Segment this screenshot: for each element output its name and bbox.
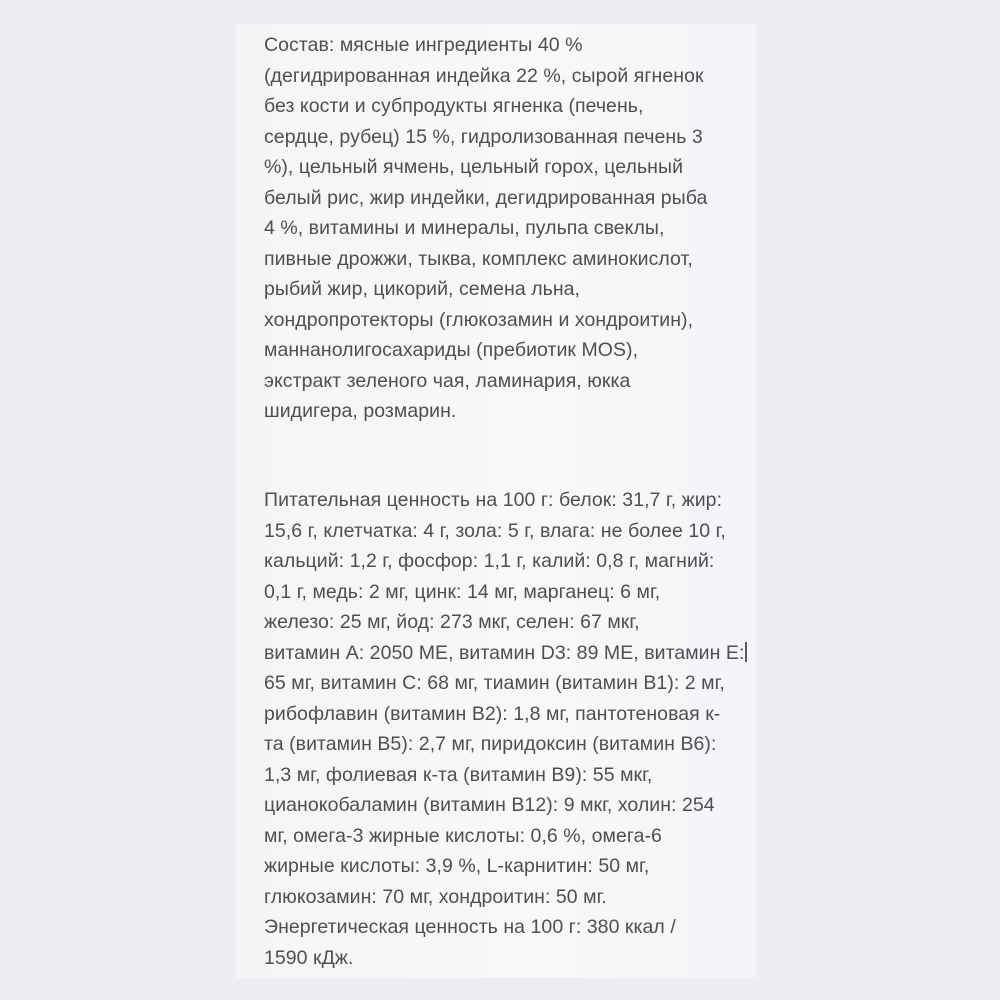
composition-line: белый рис, жир индейки, дегидрированная рыба [264, 186, 708, 209]
nutrition-line-with-cursor [264, 638, 764, 669]
nutrition-line-text: витамин А: 2050 МЕ, витамин D3: 89 МЕ, витамин Е: [264, 641, 745, 664]
composition-line: хондропротекторы (глюкозамин и хондроитин), [264, 308, 694, 331]
composition-line: без кости и субпродукты ягненка (печень, [264, 95, 644, 117]
nutrition-line: та (витамин В5): 2,7 мг, пиридоксин (витамин В6): [264, 733, 717, 755]
composition-line: (дегидрированная индейка 22 %, сырой ягненок [264, 64, 704, 87]
composition-line: маннанолигосахариды (пребиотик MOS), [264, 339, 639, 361]
nutrition-line: кальций: 1,2 г, фосфор: 1,1 г, калий: 0,8 г, магний: [264, 550, 715, 572]
nutrition-line: мг, омега-3 жирные кислоты: 0,6 %, омега-6 [264, 824, 662, 847]
composition-line: шидигера, розмарин. [264, 400, 457, 422]
text-cursor [745, 642, 747, 662]
composition-line: Состав: мясные ингредиенты 40 % [264, 34, 583, 56]
nutrition-line: 1590 кДж. [264, 946, 354, 969]
nutrition-line: глюкозамин: 70 мг, хондроитин: 50 мг. [264, 885, 607, 908]
composition-line: 4 %, витамины и минералы, пульпа свеклы, [264, 217, 665, 239]
nutrition-line: 15,6 г, клетчатка: 4 г, зола: 5 г, влага: не более 10 г, [264, 519, 726, 542]
nutrition-line: 1,3 мг, фолиевая к-та (витамин В9): 55 мкг, [264, 763, 653, 786]
composition-line: сердце, рубец) 15 %, гидролизованная печень 3 [264, 125, 703, 148]
nutrition-text [264, 485, 764, 973]
composition-text [264, 30, 764, 427]
nutrition-line: Энергетическая ценность на 100 г: 380 ккал / [264, 916, 676, 938]
nutrition-line: цианокобаламин (витамин В12): 9 мкг, холин: 254 [264, 794, 715, 816]
composition-line: пивные дрожжи, тыква, комплекс аминокислот, [264, 247, 693, 270]
composition-line: рыбий жир, цикорий, семена льна, [264, 278, 581, 300]
nutrition-line: 0,1 г, медь: 2 мг, цинк: 14 мг, марганец: 6 мг, [264, 580, 661, 603]
nutrition-line: железо: 25 мг, йод: 273 мкг, селен: 67 мкг, [264, 611, 640, 633]
nutrition-line: 65 мг, витамин С: 68 мг, тиамин (витамин В1): 2 мг, [264, 672, 725, 694]
composition-line: экстракт зеленого чая, ламинария, юкка [264, 369, 631, 392]
composition-line: %), цельный ячмень, цельный горох, цельный [264, 156, 684, 178]
nutrition-line: рибофлавин (витамин В2): 1,8 мг, пантотеновая к- [264, 702, 721, 725]
nutrition-line: Питательная ценность на 100 г: белок: 31,7 г, жир: [264, 489, 723, 511]
nutrition-line: жирные кислоты: 3,9 %, L-карнитин: 50 мг, [264, 855, 650, 877]
